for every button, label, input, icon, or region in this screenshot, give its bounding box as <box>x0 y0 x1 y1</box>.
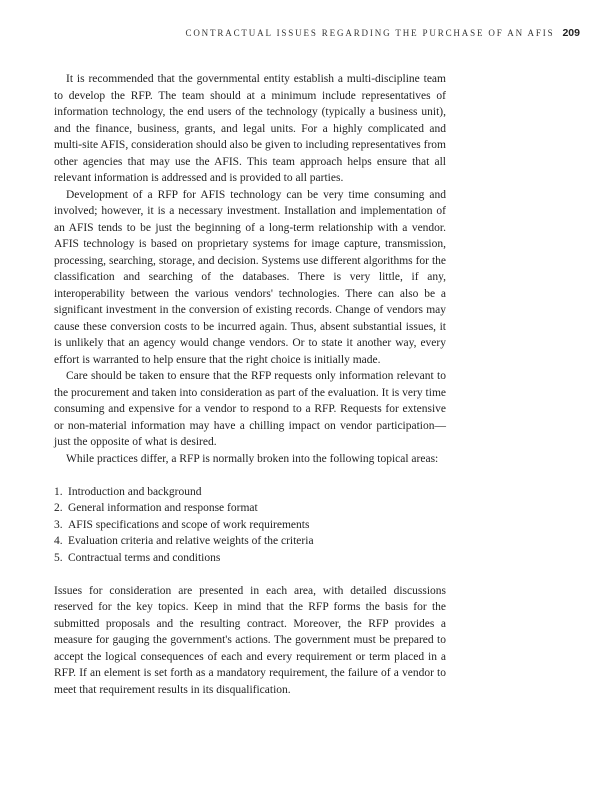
paragraph-topical-areas-intro: While practices differ, a RFP is normally broken into the following topical areas: <box>66 452 439 465</box>
list-item-text: AFIS specifications and scope of work requirements <box>68 518 310 531</box>
running-header <box>180 27 580 39</box>
paragraph-team-recommendation: It is recommended that the governmental entity establish a multi-discipline team to develop the RFP. The team should at a minimum include representatives of information technology, the end users of the technology (typically a business unit), and the finance, business, grants, and legal units. For a highly complicated and multi-site AFIS, consideration should also be given to including representatives from other agencies that may use the AFIS. This team approach helps ensure that all relevant information is addressed and is provided to all parties. <box>54 73 446 184</box>
topics-list <box>54 484 446 567</box>
list-item <box>54 517 446 534</box>
list-item-text: General information and response format <box>68 502 258 514</box>
list-item-number: 5. <box>54 551 63 564</box>
running-title: CONTRACTUAL ISSUES REGARDING THE PURCHASE OF AN AFIS <box>185 28 555 38</box>
list-item <box>54 484 446 501</box>
body-text <box>54 71 446 698</box>
paragraph-closing: Issues for consideration are presented in each area, with detailed discussions reserved for the key topics. Keep in mind that the RFP forms the basis for the submitted proposals and the resulting contract. Moreover, the RFP provides a measure for gauging the government's actions. The government must be prepared to accept the logical consequences of each and every requirement or term placed in a RFP. If an element is set forth as a mandatory requirement, the failure of a vendor to meet that requirement results in its disqualification. <box>54 584 446 696</box>
list-item <box>54 550 446 567</box>
list-item-number: 3. <box>54 518 63 531</box>
list-item-number: 1. <box>54 485 63 498</box>
paragraph-rfp-development: Development of a RFP for AFIS technology can be very time consuming and involved; however, it is a necessary investment. Installation and implementation of an AFIS tends to be just the beginning of a long-term relationship with a vendor. AFIS technology is based on proprietary systems for image capture, transmission, processing, searching, storage, and decision. Systems use different algorithms for the classification and searching of the databases. There is very little, if any, interoperability between the various vendors' technologies. There can also be a significant investment in the conversion of existing records. Change of vendors may cause these conversion costs to be incurred again. Thus, absent substantial issues, it is unlikely that an agency would change vendors. Or to state it another way, every effort is warranted to help ensure that the right choice is initially made. <box>54 188 446 366</box>
page-number: 209 <box>562 27 580 39</box>
list-item <box>54 500 446 517</box>
list-item-text: Contractual terms and conditions <box>68 551 221 564</box>
list-item <box>54 533 446 550</box>
list-item-text: Introduction and background <box>68 485 202 498</box>
list-item-text: Evaluation criteria and relative weights of the criteria <box>68 535 314 547</box>
paragraph-relevant-information: Care should be taken to ensure that the RFP requests only information relevant to the procurement and taken into consideration as part of the evaluation. It is very time consuming and expensive for a vendor to respond to a RFP. Requests for extensive or non-material information may have a chilling impact on vendor participation—just the opposite of what is desired. <box>54 370 446 448</box>
list-item-number: 4. <box>54 535 63 547</box>
list-item-number: 2. <box>54 502 63 514</box>
